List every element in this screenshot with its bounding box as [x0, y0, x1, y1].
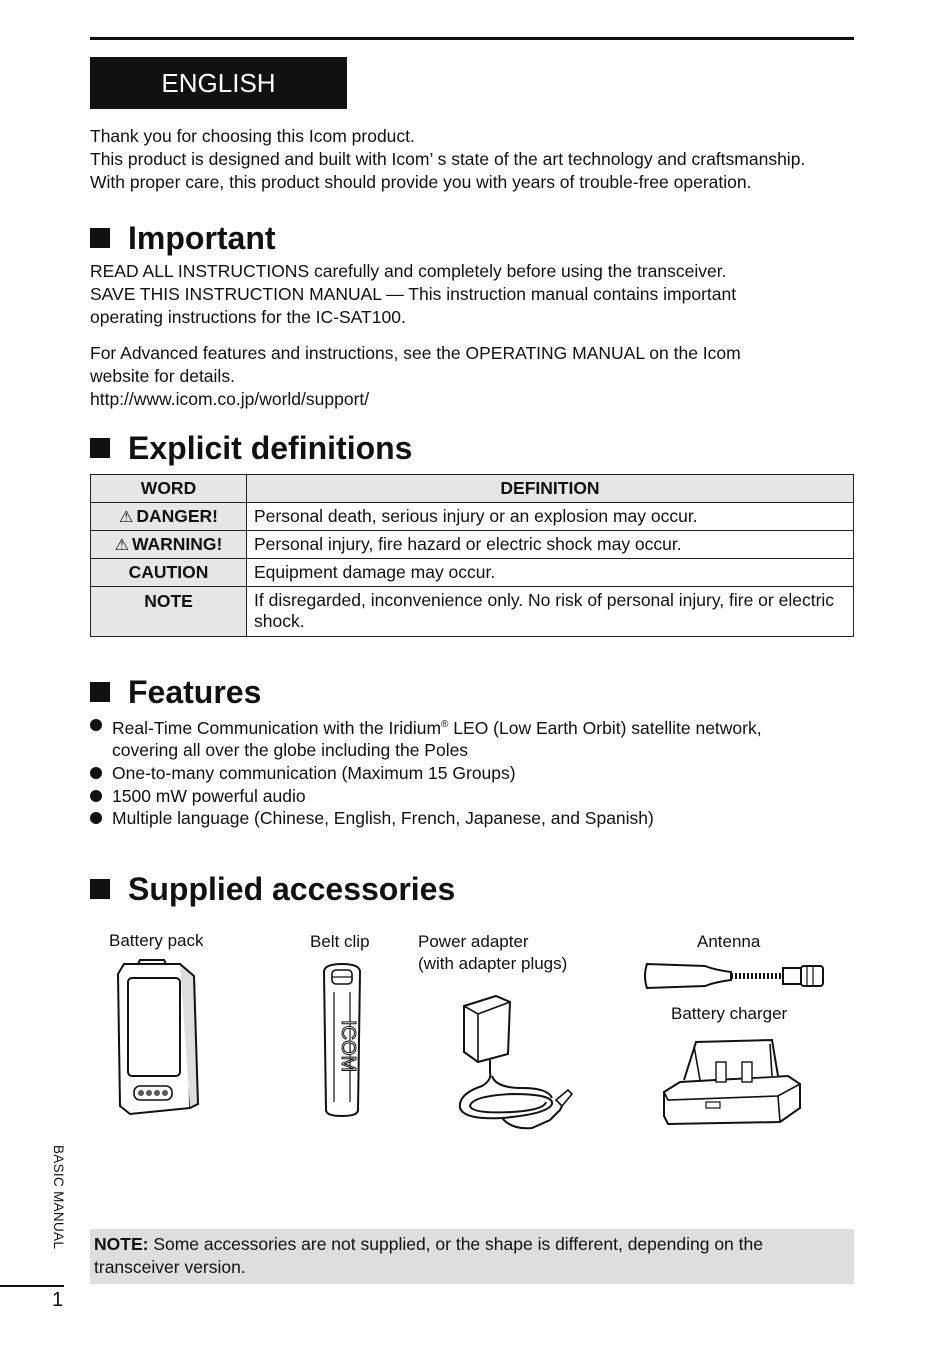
- battery-pack-icon: [110, 958, 206, 1118]
- definition-cell: If disregarded, inconvenience only. No risk of personal injury, fire or electric shock.: [247, 587, 854, 637]
- feature-text: Multiple language (Chinese, English, French, Japanese, and Spanish): [112, 808, 654, 829]
- word-cell: [91, 559, 247, 587]
- features-heading-text: Features: [128, 673, 262, 710]
- intro-line: This product is designed and built with Icom’ s state of the art technology and craftsmanship.: [90, 149, 806, 169]
- battery-charger-icon: [660, 1036, 804, 1128]
- important-paragraph-1: [90, 260, 870, 329]
- power-adapter-line: Power adapter: [418, 932, 529, 951]
- power-adapter-icon: [452, 990, 582, 1140]
- icom-logo-text: ICOM: [337, 1020, 359, 1073]
- features-list: [89, 714, 869, 830]
- section-square-icon: [90, 228, 110, 248]
- side-label: [36, 1145, 78, 1265]
- antenna-label: Antenna: [697, 932, 761, 951]
- word-label: NOTE: [144, 591, 193, 611]
- top-rule: [90, 37, 854, 40]
- definitions-heading: [90, 428, 412, 468]
- features-list-wrap: [89, 714, 869, 830]
- side-label-text: BASIC MANUAL: [51, 1145, 66, 1250]
- list-item: [89, 785, 869, 808]
- important-line: For Advanced features and instructions, see the OPERATING MANUAL on the Icom: [90, 343, 741, 363]
- section-square-icon: [90, 879, 110, 899]
- bullet-icon: [90, 812, 102, 824]
- belt-clip-label: Belt clip: [310, 932, 370, 951]
- features-heading: [90, 672, 261, 712]
- list-item: [89, 807, 869, 830]
- table-row: [91, 503, 854, 531]
- section-square-icon: [90, 438, 110, 458]
- definition-cell: Personal injury, fire hazard or electric shock may occur.: [247, 531, 854, 559]
- note-label: NOTE:: [94, 1234, 149, 1254]
- battery-charger-label: Battery charger: [671, 1004, 788, 1023]
- definition-cell: Personal death, serious injury or an explosion may occur.: [247, 503, 854, 531]
- registered-mark: ®: [441, 719, 449, 730]
- note-text: [90, 1229, 854, 1279]
- language-banner: ENGLISH: [90, 57, 347, 109]
- feature-text: 1500 mW powerful audio: [112, 785, 306, 806]
- definitions-table: [90, 474, 854, 637]
- intro-line: With proper care, this product should provide you with years of trouble-free operation.: [90, 172, 752, 192]
- section-square-icon: [90, 682, 110, 702]
- list-item: [89, 762, 869, 785]
- table-row: [91, 559, 854, 587]
- antenna-icon: [643, 958, 829, 994]
- important-line: READ ALL INSTRUCTIONS carefully and completely before using the transceiver.: [90, 261, 727, 281]
- power-adapter-label: [418, 931, 567, 975]
- important-line: website for details.: [90, 366, 235, 386]
- col-definition-header: DEFINITION: [247, 475, 854, 503]
- important-paragraph-2: [90, 342, 870, 411]
- intro-line: Thank you for choosing this Icom product.: [90, 126, 415, 146]
- bullet-icon: [90, 719, 102, 731]
- intro-paragraph: [90, 125, 870, 194]
- important-heading: [90, 218, 276, 258]
- bullet-icon: [90, 767, 102, 779]
- note-line: Some accessories are not supplied, or the shape is different, depending on the: [148, 1234, 763, 1254]
- important-heading-text: Important: [128, 219, 276, 256]
- word-cell: [91, 503, 247, 531]
- page-number-rule: [0, 1285, 64, 1287]
- definition-cell: Equipment damage may occur.: [247, 559, 854, 587]
- col-word-header: WORD: [91, 475, 247, 503]
- table-row: [91, 531, 854, 559]
- feature-text: covering all over the globe including the Poles: [112, 740, 469, 761]
- important-line: operating instructions for the IC-SAT100.: [90, 307, 406, 327]
- word-cell: [91, 587, 247, 637]
- support-url: http://www.icom.co.jp/world/support/: [90, 389, 370, 409]
- definitions-heading-text: Explicit definitions: [128, 429, 413, 466]
- accessories-heading-text: Supplied accessories: [128, 870, 456, 907]
- list-item: [89, 714, 869, 762]
- word-label: DANGER!: [136, 506, 218, 526]
- note-line: transceiver version.: [94, 1257, 246, 1277]
- feature-text: One-to-many communication (Maximum 15 Groups): [112, 763, 516, 784]
- warning-triangle-icon: ⚠: [114, 537, 129, 554]
- power-adapter-line: (with adapter plugs): [418, 954, 568, 973]
- feature-text: LEO (Low Earth Orbit) satellite network,: [448, 717, 762, 738]
- word-cell: [91, 531, 247, 559]
- bullet-icon: [90, 790, 102, 802]
- word-label: CAUTION: [128, 562, 209, 582]
- table-row: [91, 587, 854, 637]
- accessories-heading: [90, 869, 455, 909]
- feature-text: Real-Time Communication with the Iridium: [112, 717, 442, 738]
- table-header-row: [91, 475, 854, 503]
- warning-triangle-icon: ⚠: [118, 509, 134, 526]
- definitions-table-wrap: [90, 474, 854, 637]
- battery-pack-label: Battery pack: [109, 931, 204, 950]
- important-line: SAVE THIS INSTRUCTION MANUAL — This instruction manual contains important: [90, 284, 737, 304]
- word-label: WARNING!: [131, 534, 223, 554]
- note-box: [90, 1229, 854, 1284]
- belt-clip-icon: [318, 962, 366, 1118]
- page-number: 1: [52, 1289, 64, 1311]
